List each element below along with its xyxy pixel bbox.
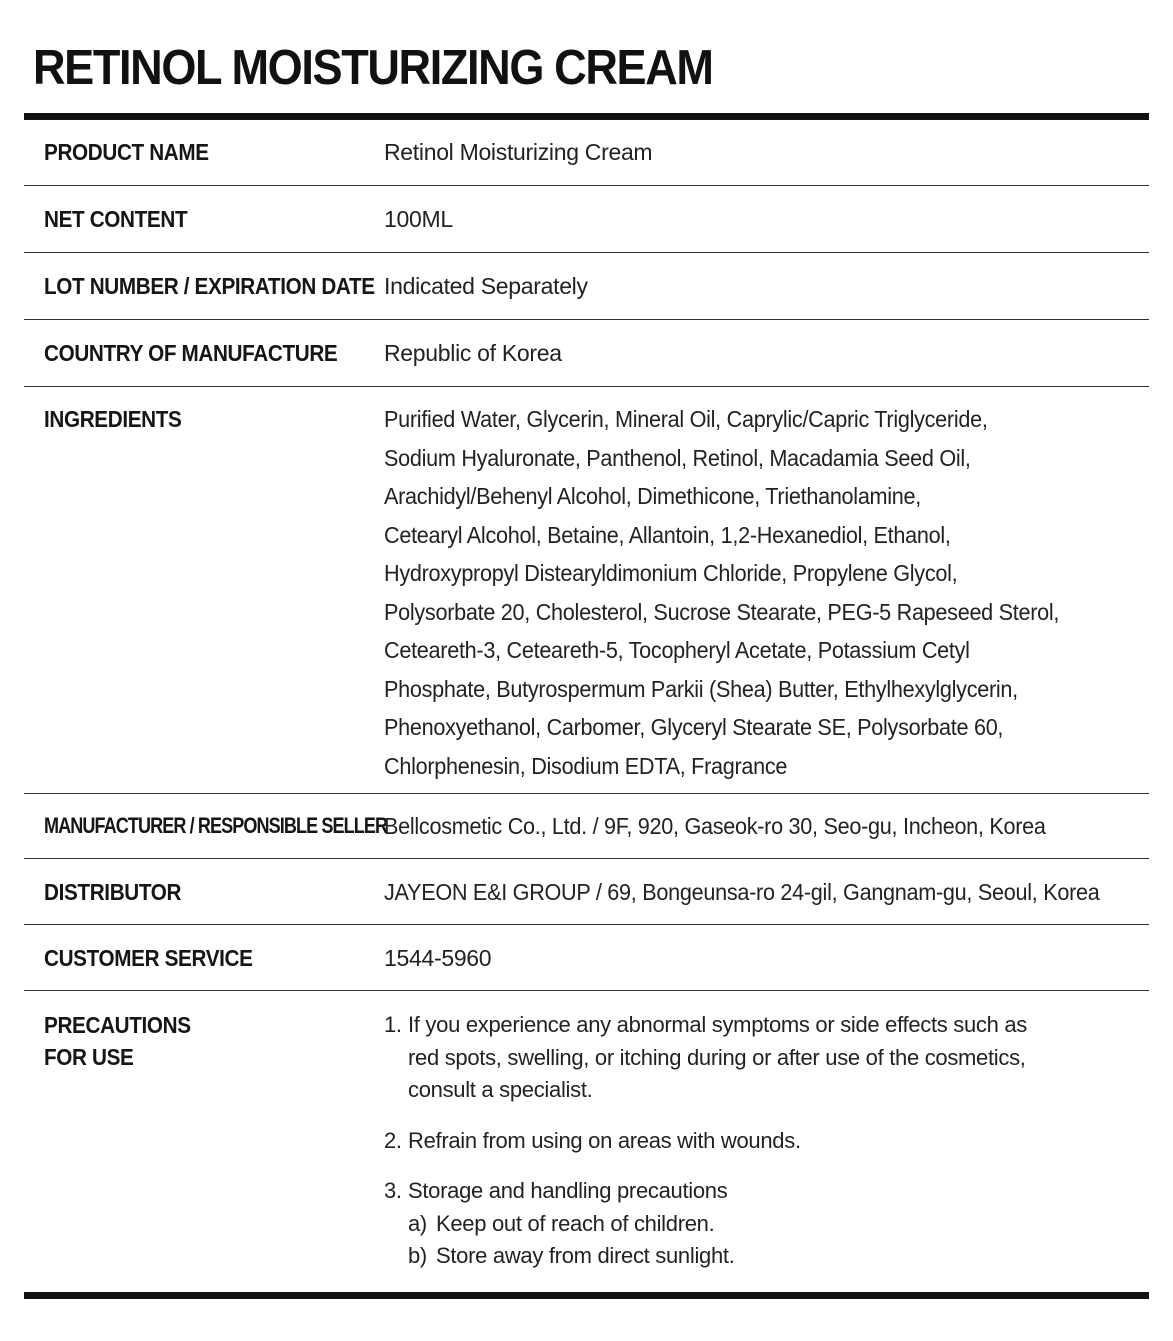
precautions-list bbox=[384, 1009, 1133, 1291]
precaution-subitem-a bbox=[408, 1208, 1133, 1241]
label-precautions-line: PRECAUTIONS bbox=[44, 1012, 191, 1038]
bottom-divider bbox=[24, 1292, 1149, 1299]
ingredients-line: Cetearyl Alcohol, Betaine, Allantoin, 1,2-Hexanediol, Ethanol, bbox=[384, 521, 951, 548]
row-precautions bbox=[24, 991, 1149, 1289]
subitem-mark: a) bbox=[408, 1210, 427, 1236]
label-lot-number: LOT NUMBER / EXPIRATION DATE bbox=[44, 273, 375, 299]
ingredients-line: Phenoxyethanol, Carbomer, Glyceryl Stearate SE, Polysorbate 60, bbox=[384, 714, 1004, 740]
precaution-line: Refrain from using on areas with wounds. bbox=[408, 1127, 801, 1153]
top-divider bbox=[24, 113, 1149, 120]
value-manufacturer: Bellcosmetic Co., Ltd. / 9F, 920, Gaseok-ro 30, Seo-gu, Incheon, Korea bbox=[384, 813, 1046, 839]
precaution-item-1 bbox=[384, 1009, 1133, 1107]
row-country bbox=[24, 320, 1149, 387]
label-country: COUNTRY OF MANUFACTURE bbox=[44, 340, 338, 366]
row-distributor bbox=[24, 859, 1149, 925]
label-net-content: NET CONTENT bbox=[44, 206, 188, 232]
label-precautions-line: FOR USE bbox=[44, 1044, 134, 1070]
label-customer-service: CUSTOMER SERVICE bbox=[44, 945, 253, 971]
ingredients-line: Sodium Hyaluronate, Panthenol, Retinol, Macadamia Seed Oil, bbox=[384, 444, 971, 471]
value-distributor: JAYEON E&I GROUP / 69, Bongeunsa-ro 24-gil, Gangnam-gu, Seoul, Korea bbox=[384, 879, 1100, 905]
precaution-line: Storage and handling precautions bbox=[408, 1178, 728, 1203]
label-manufacturer: MANUFACTURER / RESPONSIBLE SELLER bbox=[44, 813, 388, 838]
precaution-item-2 bbox=[384, 1125, 1133, 1158]
subitem-text: Store away from direct sunlight. bbox=[436, 1243, 735, 1268]
row-manufacturer bbox=[24, 794, 1149, 859]
subitem-text: Keep out of reach of children. bbox=[436, 1210, 715, 1236]
page-title: RETINOL MOISTURIZING CREAM bbox=[33, 41, 713, 95]
row-net-content bbox=[24, 186, 1149, 253]
precaution-number: 1. bbox=[384, 1012, 402, 1037]
label-distributor: DISTRIBUTOR bbox=[44, 879, 182, 905]
precaution-line: If you experience any abnormal symptoms or side effects such as bbox=[408, 1012, 1028, 1037]
label-product-name: PRODUCT NAME bbox=[44, 139, 209, 165]
label-ingredients: INGREDIENTS bbox=[44, 406, 182, 432]
subitem-mark: b) bbox=[408, 1243, 427, 1268]
value-customer-service: 1544-5960 bbox=[384, 945, 492, 971]
ingredients-line: Purified Water, Glycerin, Mineral Oil, Caprylic/Capric Triglyceride, bbox=[384, 406, 988, 432]
precaution-subitem-b bbox=[408, 1240, 1133, 1273]
row-lot-number bbox=[24, 253, 1149, 320]
ingredients-line: Ceteareth-3, Ceteareth-5, Tocopheryl Acetate, Potassium Cetyl bbox=[384, 637, 970, 663]
ingredients-line: Arachidyl/Behenyl Alcohol, Dimethicone, Triethanolamine, bbox=[384, 483, 922, 509]
value-ingredients bbox=[384, 400, 1088, 785]
ingredients-line: Chlorphenesin, Disodium EDTA, Fragrance bbox=[384, 752, 788, 779]
label-precautions bbox=[44, 1009, 191, 1073]
precaution-number: 3. bbox=[384, 1178, 402, 1203]
ingredients-line: Phosphate, Butyrospermum Parkii (Shea) Butter, Ethylhexylglycerin, bbox=[384, 675, 1018, 702]
row-product-name bbox=[24, 120, 1149, 186]
precaution-item-3 bbox=[384, 1175, 1133, 1273]
value-product-name: Retinol Moisturizing Cream bbox=[384, 139, 653, 165]
precaution-number: 2. bbox=[384, 1127, 402, 1153]
ingredients-line: Polysorbate 20, Cholesterol, Sucrose Stearate, PEG-5 Rapeseed Sterol, bbox=[384, 598, 1060, 625]
value-lot-number: Indicated Separately bbox=[384, 273, 588, 299]
row-ingredients bbox=[24, 387, 1149, 794]
precaution-line: red spots, swelling, or itching during or after use of the cosmetics, bbox=[408, 1044, 1026, 1070]
product-info-table bbox=[24, 120, 1149, 1289]
precaution-line: consult a specialist. bbox=[408, 1077, 593, 1102]
ingredients-line: Hydroxypropyl Distearyldimonium Chloride, Propylene Glycol, bbox=[384, 560, 958, 586]
value-net-content: 100ML bbox=[384, 206, 453, 232]
value-country: Republic of Korea bbox=[384, 340, 562, 366]
row-customer-service bbox=[24, 925, 1149, 991]
